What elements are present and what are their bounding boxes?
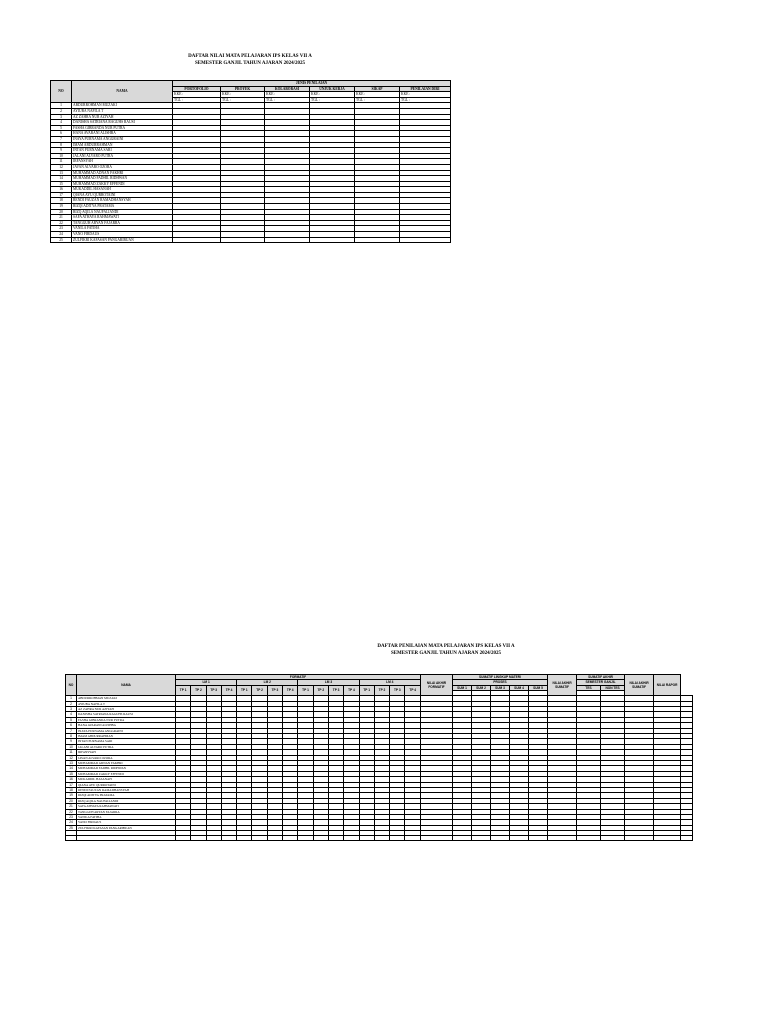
tp-header: TP 3 — [206, 685, 221, 695]
student-name: ABDURROHMAN MUZAKI — [72, 103, 173, 109]
student-name: AYIUBA NAFILA T — [77, 701, 176, 706]
student-name: MUHAMMAD ADNAN FAKHRI — [77, 760, 176, 765]
grade-cell[interactable] — [548, 836, 577, 841]
row-number: 23 — [51, 226, 72, 232]
row-number: 21 — [66, 804, 77, 809]
student-name: IRFANSYAH — [77, 750, 176, 755]
grade-cell[interactable] — [405, 836, 421, 841]
tp-header: TP 2 — [191, 685, 206, 695]
nilai-akhir-sumatif2-header: NILAI AKHIR SUMATIF — [625, 675, 654, 696]
student-name: IMAM ABDURRAHMAN — [72, 142, 173, 148]
jenis-penilaian-header: JENIS PENILAIAN — [173, 81, 451, 87]
student-name: DANISHA SATRIANA RAGUHS RAUSI — [72, 120, 173, 126]
row-number: 17 — [51, 192, 72, 198]
student-name: RIZQI ADITYA PRATAMA — [77, 793, 176, 798]
sheet1-title-line2: SEMESTER GANJIL TAHUN AJARAN 2024/2025 — [194, 60, 306, 66]
row-number — [66, 836, 77, 841]
student-name: FASHA GIBRANDA NUR PUTRA — [72, 125, 173, 131]
row-number: 8 — [51, 142, 72, 148]
row-number: 22 — [51, 220, 72, 226]
grade-cell[interactable] — [206, 836, 221, 841]
tp-header: TP 4 — [405, 685, 421, 695]
row-number: 19 — [51, 204, 72, 210]
row-number: 21 — [51, 215, 72, 221]
row-number: 3 — [66, 706, 77, 711]
grade-cell[interactable] — [176, 836, 191, 841]
nilai-akhir-sumatif-header: NILAI AKHIR SUMATIF — [548, 675, 577, 696]
col-no-header: NO — [51, 81, 72, 103]
formatif-header: FORMATIF — [176, 675, 421, 680]
table-row — [51, 237, 451, 243]
row-number: 2 — [51, 108, 72, 114]
assessment-header: UNJUK KERJA — [310, 86, 355, 92]
sheet2-title-line1: DAFTAR PENILAIAN MATA PELAJARAN IPS KELAS VII A — [377, 644, 515, 649]
tp-header: TP 4 — [344, 685, 359, 695]
assessment-header: SIKAP — [355, 86, 400, 92]
sumatif-lingkup-header: SUMATIF LINGKUP MATERI — [452, 675, 547, 680]
table-row — [66, 836, 693, 841]
sumatif-item-header: SUM 4 — [509, 685, 528, 690]
nilai-rapor-header: NILAI RAPOR — [654, 675, 681, 696]
grade-cell[interactable] — [400, 237, 451, 243]
student-name — [77, 836, 176, 841]
row-number: 3 — [51, 114, 72, 120]
student-name: IMAM ABDURRAHMAN — [77, 733, 176, 738]
student-name: RENDI FAUZAN RAMADHANSYAH — [72, 198, 173, 204]
lm-group-header: LM 2 — [237, 680, 298, 685]
grade-cell[interactable] — [528, 836, 547, 841]
tp-header: TP 2 — [374, 685, 389, 695]
lm-group-header: LM 4 — [359, 680, 420, 685]
non-tes-header: NON TES — [601, 685, 625, 690]
student-name: INTAN PURNAMA SARI — [77, 739, 176, 744]
row-number: 14 — [51, 176, 72, 182]
row-number: 25 — [66, 825, 77, 830]
sumatif-item-header: SUM 2 — [471, 685, 490, 690]
student-name: QIANA AYU QURROTAINI — [72, 192, 173, 198]
tp-header: TP 1 — [359, 685, 374, 695]
tp-header: TP 1 — [298, 685, 313, 695]
student-name: RIZQ AQILA NAUFALIANDI — [72, 209, 173, 215]
grade-cell[interactable] — [328, 836, 343, 841]
row-number: 14 — [66, 766, 77, 771]
row-number: 18 — [51, 198, 72, 204]
assessment-kke-label: KKE : — [221, 92, 265, 98]
tp-header: TP 1 — [237, 685, 252, 695]
sumatif-item-header: SUM 1 — [452, 685, 471, 690]
col-nama-header: NAMA — [77, 675, 176, 696]
student-name: AYIUBA NAFILA T — [72, 108, 173, 114]
row-number: 19 — [66, 793, 77, 798]
grade-cell[interactable] — [625, 836, 654, 841]
assessment-kke-label: KKE : — [355, 92, 400, 98]
student-name: JALANI ALVARO PUTRA — [77, 744, 176, 749]
student-name: VANILA FATIHA — [77, 815, 176, 820]
lm-group-header: LM 1 — [176, 680, 237, 685]
student-name: SAFA ATHAYA RAHMAWATI — [72, 215, 173, 221]
student-name: TANGGUH ARYAN FAJARRA — [72, 220, 173, 226]
nilai-akhir-formatif-header: NILAI AKHIR FORMATIF — [420, 675, 452, 696]
grade-cell[interactable] — [344, 836, 359, 841]
assessment-kke-label: KKE : — [265, 92, 310, 98]
grade-cell[interactable] — [252, 836, 267, 841]
student-name: AZ ZAHRA NUR AZIYAH — [77, 706, 176, 711]
grade-cell[interactable] — [390, 836, 405, 841]
grade-cell[interactable] — [355, 237, 400, 243]
grade-cell[interactable] — [298, 836, 313, 841]
tes-header: TES — [577, 685, 601, 690]
row-number: 5 — [66, 717, 77, 722]
row-number: 23 — [66, 815, 77, 820]
student-name: ZULFIKRI KAFASAN PANGARIBUAN — [77, 825, 176, 830]
grade-cell[interactable] — [265, 237, 310, 243]
row-number: 15 — [51, 181, 72, 187]
row-number: 16 — [51, 187, 72, 193]
assessment-tgl-label: TGL : — [310, 97, 355, 103]
tp-header: TP 4 — [221, 685, 236, 695]
student-name: MUHAMMAD FADHIL RIDHWAN — [72, 176, 173, 182]
assessment-header: PROYEK — [221, 86, 265, 92]
grade-cell[interactable] — [681, 836, 693, 841]
student-name: INAYA PURNAMA ANGGRAINI — [72, 136, 173, 142]
row-number: 11 — [66, 750, 77, 755]
assessment-kke-label: KKE : — [400, 92, 451, 98]
grade-cell[interactable] — [654, 836, 681, 841]
grade-cell[interactable] — [283, 836, 298, 841]
row-number: 9 — [66, 739, 77, 744]
row-number: 18 — [66, 788, 77, 793]
student-name: MUKADDIL HASANAH — [72, 187, 173, 193]
student-name: VANO FIRDAUS — [77, 820, 176, 825]
tp-header: TP 3 — [390, 685, 405, 695]
grade-cell[interactable] — [509, 836, 528, 841]
col-nama-header: NAMA — [72, 81, 173, 103]
grade-cell[interactable] — [374, 836, 389, 841]
tp-header: TP 1 — [176, 685, 191, 695]
student-name: RIZQ AQILA NAUFALIANDI — [77, 798, 176, 803]
tp-header: TP 3 — [328, 685, 343, 695]
row-number: 24 — [66, 820, 77, 825]
student-name: SAFA ATHAYA RAHMAWATI — [77, 804, 176, 809]
row-number: 9 — [51, 148, 72, 154]
student-name: JAVAN ALVARO OZORA — [72, 164, 173, 170]
row-number: 15 — [66, 771, 77, 776]
row-number: 12 — [51, 164, 72, 170]
row-number: 11 — [51, 159, 72, 165]
student-name: FASHA GIBRANDA NUR PUTRA — [77, 717, 176, 722]
student-name: MUHAMMAD ADNAN FAKHRI — [72, 170, 173, 176]
student-name: JAVAN ALVARO OZORA — [77, 755, 176, 760]
row-number: 6 — [66, 723, 77, 728]
row-number: 1 — [66, 696, 77, 701]
grade-cell[interactable] — [452, 836, 471, 841]
sumatif-item-header: SUM 3 — [490, 685, 509, 690]
sheet2-title — [176, 644, 716, 657]
row-number: 8 — [66, 733, 77, 738]
assessment-header: PORTOFOLIO — [173, 86, 221, 92]
student-name: VANILA FATIHA — [72, 226, 173, 232]
grade-cell[interactable] — [221, 237, 265, 243]
grade-cell[interactable] — [267, 836, 282, 841]
student-name: MUHAMMAD ZAKKY EFFENDI — [77, 771, 176, 776]
grade-cell[interactable] — [237, 836, 252, 841]
grade-cell[interactable] — [359, 836, 374, 841]
student-name: AZ ZAHRA NUR AZIYAH — [72, 114, 173, 120]
row-number: 4 — [51, 120, 72, 126]
student-name: HANA AVARANI ALISHBA — [72, 131, 173, 137]
assessment-kke-label: KKE : — [310, 92, 355, 98]
student-name: MUKADDIL HASANAH — [77, 777, 176, 782]
grade-cell[interactable] — [471, 836, 490, 841]
student-name: MUHAMMAD ZAKKY EFFENDI — [72, 181, 173, 187]
lm-group-header: LM 3 — [298, 680, 359, 685]
tp-header: TP 2 — [313, 685, 328, 695]
student-name: VANO FIRDAUS — [72, 232, 173, 238]
student-name: ZULFIKRI KAFASAN PANGARIBUAN — [72, 237, 173, 243]
grade-cell[interactable] — [577, 836, 601, 841]
student-name: ABDURROHMAN MUZAKI — [77, 696, 176, 701]
grade-cell[interactable] — [310, 237, 355, 243]
grade-cell[interactable] — [420, 836, 452, 841]
grade-table-sheet2 — [65, 674, 693, 841]
row-number: 13 — [51, 170, 72, 176]
tp-header: TP 4 — [283, 685, 298, 695]
row-number: 2 — [66, 701, 77, 706]
student-name: MUHAMMAD FADHIL RIDHWAN — [77, 766, 176, 771]
row-number: 7 — [51, 136, 72, 142]
sumatif-akhir-header: SUMATIF AKHIR — [577, 675, 625, 680]
sumatif-item-header: SUM 5 — [528, 685, 547, 690]
grade-cell[interactable] — [601, 836, 625, 841]
sheet2-title-line2: SEMESTER GANJIL TAHUN AJARAN 2024/2025 — [390, 650, 502, 656]
grade-table-sheet1 — [50, 80, 451, 243]
grade-cell[interactable] — [221, 836, 236, 841]
row-number: 10 — [51, 153, 72, 159]
assessment-kke-label: KKE : — [173, 92, 221, 98]
student-name: INTAN PURNAMA SARI — [72, 148, 173, 154]
sheet1-title — [50, 54, 450, 67]
grade-cell[interactable] — [313, 836, 328, 841]
student-name: DANISHA SATRIANA RAGUHS RAUSI — [77, 712, 176, 717]
assessment-header: PENILAIAN DIRI — [400, 86, 451, 92]
tp-header: TP 2 — [252, 685, 267, 695]
row-number: 4 — [66, 712, 77, 717]
grade-cell[interactable] — [490, 836, 509, 841]
student-name: INAYA PURNAMA ANGGRAINI — [77, 728, 176, 733]
student-name: IRFANSYAH — [72, 159, 173, 165]
row-number: 17 — [66, 782, 77, 787]
semester-ganjil-header: SEMESTER GANJIL — [577, 680, 625, 685]
student-name: TANGGUH ARYAN FAJARRA — [77, 809, 176, 814]
row-number: 7 — [66, 728, 77, 733]
row-number: 20 — [66, 798, 77, 803]
student-name: HANA AVARANI ALISHBA — [77, 723, 176, 728]
col-no-header: NO — [66, 675, 77, 696]
assessment-tgl-label: TGL : — [221, 97, 265, 103]
student-name: JALANI ALVARO PUTRA — [72, 153, 173, 159]
row-number: 24 — [51, 232, 72, 238]
student-name: RENDI FAUZAN RAMADHANSYAH — [77, 788, 176, 793]
assessment-tgl-label: TGL : — [400, 97, 451, 103]
row-number: 12 — [66, 755, 77, 760]
student-name: QIANA AYU QURROTAINI — [77, 782, 176, 787]
row-number: 10 — [66, 744, 77, 749]
row-number: 20 — [51, 209, 72, 215]
sheet1-title-line1: DAFTAR NILAI MATA PELAJARAN IPS KELAS VII A — [188, 54, 312, 59]
grade-cell[interactable] — [191, 836, 206, 841]
row-number: 5 — [51, 125, 72, 131]
proses-header: PROSES — [452, 680, 547, 685]
assessment-header: KOLABORASI — [265, 86, 310, 92]
tp-header: TP 3 — [267, 685, 282, 695]
assessment-tgl-label: TGL : — [265, 97, 310, 103]
student-name: RIZQI ADITYA PRATAMA — [72, 204, 173, 210]
row-number: 6 — [51, 131, 72, 137]
row-number: 1 — [51, 103, 72, 109]
row-number: 13 — [66, 760, 77, 765]
assessment-tgl-label: TGL : — [173, 97, 221, 103]
row-number: 25 — [51, 237, 72, 243]
row-number: 22 — [66, 809, 77, 814]
assessment-tgl-label: TGL : — [355, 97, 400, 103]
grade-cell[interactable] — [173, 237, 221, 243]
row-number: 16 — [66, 777, 77, 782]
